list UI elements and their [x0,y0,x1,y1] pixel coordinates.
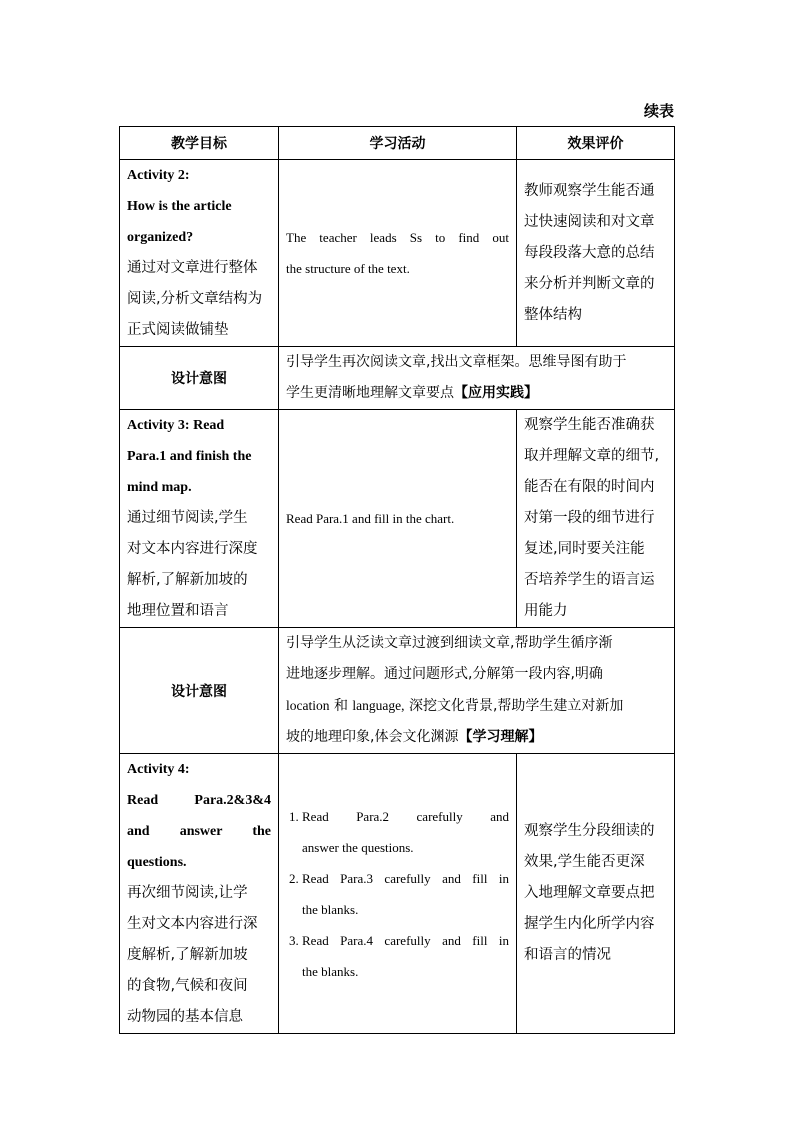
activity3-activity-cell [279,410,517,628]
activity4-step-3 [302,925,509,987]
activity4-objective-line-5: 动物园的基本信息 [127,1009,243,1025]
activity2-title-line-3: organized? [127,230,194,245]
activity2-evaluation-line-5: 整体结构 [524,306,582,323]
activity4-evaluation-line-1: 观察学生分段细读的 [524,823,655,839]
activity3-evaluation-line-4: 对第一段的细节进行 [524,510,655,526]
activity3-title-line-3: mind map. [127,480,192,495]
activity4-objective-line-4: 的食物,气候和夜间 [127,978,248,994]
activity2-title-line-1: Activity 2: [127,168,190,183]
purpose2-line-3-rest: 深挖文化背景,帮助学生建立对新加 [404,698,624,714]
activity4-objective-line-2: 生对文本内容进行深 [127,916,258,932]
activity3-title-line-1: Activity 3: Read [127,418,225,433]
activity4-title-line-4: questions. [127,855,187,870]
activity2-evaluation-line-4: 来分析并判断文章的 [524,275,655,292]
activity3-objective-line-3: 解析,了解新加坡的 [127,572,248,588]
activity4-evaluation-line-2: 效果,学生能否更深 [524,854,645,870]
activity2-title-line-2: How is the article [127,199,232,214]
purpose2-line-1: 引导学生从泛读文章过渡到细读文章,帮助学生循序渐 [286,635,613,651]
purpose2-location-word: location [286,698,330,713]
activity3-evaluation-line-6: 否培养学生的语言运 [524,572,655,588]
header-objective: 教学目标 [120,127,279,160]
purpose1-label: 设计意图 [120,347,279,410]
activity4-evaluation-line-4: 握学生内化所学内容 [524,916,655,932]
purpose1-line-1: 引导学生再次阅读文章,找出文章框架。思维导图有助于 [286,354,627,370]
activity3-objective-line-4: 地理位置和语言 [127,603,229,619]
purpose2-and-word: 和 [329,698,353,714]
activity4-evaluation-line-5: 和语言的情况 [524,947,611,963]
activity3-objective-cell [120,410,279,628]
activity4-evaluation-line-3: 入地理解文章要点把 [524,885,655,901]
activity2-objective-line-1: 通过对文章进行整体 [127,260,258,276]
purpose2-row [120,628,675,754]
activity4-activity-cell [279,754,517,1034]
activity3-evaluation-line-2: 取并理解文章的细节, [524,448,660,464]
activity3-evaluation-cell [517,410,675,628]
purpose2-line-4 [286,722,667,753]
purpose1-line-2 [286,378,667,409]
activity2-objective-cell [120,160,279,347]
activity2-evaluation-cell [517,160,675,347]
purpose1-content-cell [279,347,675,410]
purpose2-line-3 [286,690,667,722]
activity3-evaluation-line-3: 能否在有限的时间内 [524,479,655,495]
activity2-evaluation-line-1: 教师观察学生能否通 [524,182,655,199]
purpose2-tag: 【学习理解】 [458,729,543,745]
activity2-row [120,160,675,347]
activity4-row [120,754,675,1034]
activity4-objective-line-3: 度解析,了解新加坡 [127,947,248,963]
purpose1-tag: 【应用实践】 [454,385,538,401]
purpose2-line-2: 进地逐步理解。通过问题形式,分解第一段内容,明确 [286,666,603,682]
activity3-objective-line-1: 通过细节阅读,学生 [127,510,248,526]
header-activity: 学习活动 [279,127,517,160]
activity3-evaluation-line-7: 用能力 [524,603,568,619]
activity2-activity-line-2: the structure of the text. [286,261,410,276]
purpose2-line-4-text: 坡的地理印象,体会文化渊源 [286,729,459,745]
activity4-step-1-line-1: 1. Read Para.2 carefully and [302,808,509,824]
activity4-step-3-line-2: the blanks. [302,963,359,979]
activity4-step-1-line-2: answer the questions. [302,839,414,855]
header-row [120,127,675,160]
lesson-plan-table [119,126,675,1034]
activity4-step-2-line-2: the blanks. [302,901,359,917]
activity4-step-1 [302,801,509,863]
activity2-objective-line-2: 阅读,分析文章结构为 [127,291,263,307]
header-evaluation: 效果评价 [517,127,675,160]
activity2-objective-line-3: 正式阅读做铺垫 [127,322,229,338]
purpose1-line-2-text: 学生更清晰地理解文章要点 [286,385,454,401]
continued-label: 续表 [643,102,674,120]
activity4-objective-line-1: 再次细节阅读,让学 [127,885,248,901]
activity4-objective-cell [120,754,279,1034]
activity3-title-line-2: Para.1 and finish the [127,449,252,464]
activity2-activity-line-1: The teacher leads Ss to find out [286,230,509,245]
activity3-objective-line-2: 对文本内容进行深度 [127,541,258,557]
activity3-evaluation-line-5: 复述,同时要关注能 [524,541,645,557]
activity2-activity-cell [279,160,517,347]
activity4-step-2-line-1: 2. Read Para.3 carefully and fill in [302,870,509,886]
activity2-evaluation-line-3: 每段段落大意的总结 [524,244,655,261]
activity4-title-line-3: and answer the [127,824,271,839]
purpose2-label: 设计意图 [120,628,279,754]
activity3-row [120,410,675,628]
activity3-evaluation-line-1: 观察学生能否准确获 [524,417,655,433]
purpose1-row [120,347,675,410]
activity4-steps-list [286,801,509,987]
activity2-evaluation-line-2: 过快速阅读和对文章 [524,213,655,230]
purpose2-language-word: language, [352,698,405,713]
purpose2-content-cell [279,628,675,754]
activity3-activity-text: Read Para.1 and fill in the chart. [286,511,455,526]
activity4-title-line-1: Activity 4: [127,762,190,777]
activity4-title-line-2: Read Para.2&3&4 [127,793,271,808]
activity4-step-3-line-1: 3. Read Para.4 carefully and fill in [302,932,509,948]
activity4-step-2 [302,863,509,925]
activity4-evaluation-cell [517,754,675,1034]
